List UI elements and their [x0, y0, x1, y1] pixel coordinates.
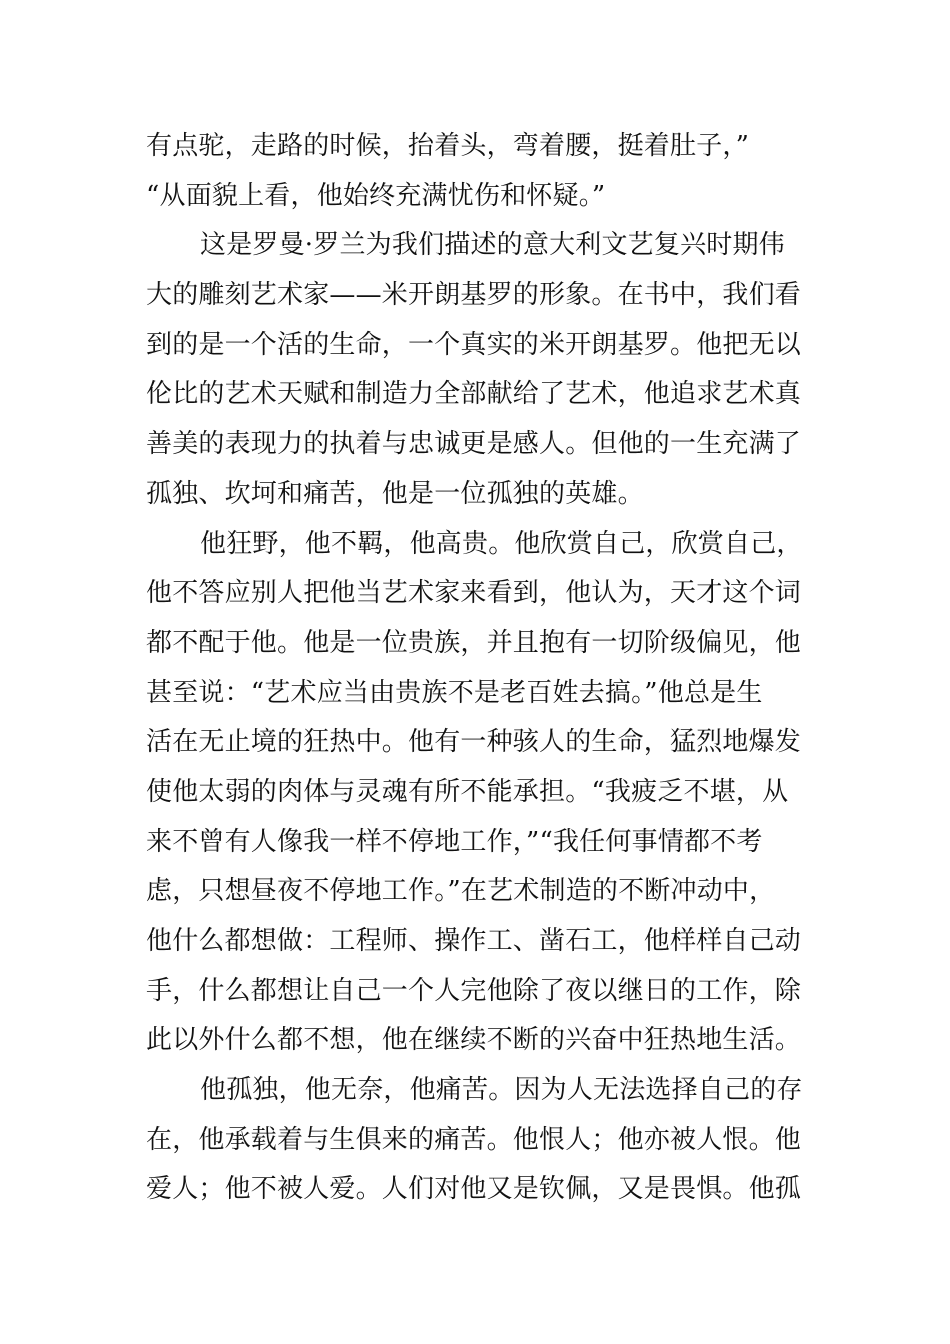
- text-line: 甚至说：“艺术应当由贵族不是老百姓去搞。”他总是生: [146, 677, 763, 708]
- text-line: 到的是一个活的生命，一个真实的米开朗基罗。他把无以: [146, 329, 802, 360]
- text-line: 他什么都想做：工程师、操作工、凿石工，他样样自己动: [146, 926, 802, 956]
- text-line: 手，什么都想让自己一个人完他除了夜以继日的工作，除: [146, 975, 802, 1006]
- text-line: 他狂野，他不羁，他高贵。他欣赏自己，欣赏自己，: [200, 528, 803, 559]
- text-line: 他孤独，他无奈，他痛苦。因为人无法选择自己的存: [200, 1075, 803, 1106]
- text-line: 伦比的艺术天赋和制造力全部献给了艺术，他追求艺术真: [146, 379, 802, 410]
- text-line: 有点驼，走路的时候，抬着头，弯着腰，挺着肚子，”: [146, 131, 750, 161]
- text-line: 都不配于他。他是一位贵族，并且抱有一切阶级偏见，他: [146, 627, 802, 658]
- text-line: 使他太弱的肉体与灵魂有所不能承担。“我疲乏不堪，从: [146, 776, 789, 807]
- text-line: “从面貌上看，他始终充满忧伤和怀疑。”: [146, 180, 606, 211]
- text-line: 善美的表现力的执着与忠诚更是感人。但他的一生充满了: [146, 429, 802, 460]
- text-line: 这是罗曼·罗兰为我们描述的意大利文艺复兴时期伟: [200, 230, 785, 261]
- text-line: 他不答应别人把他当艺术家来看到，他认为，天才这个词: [146, 578, 802, 609]
- text-line: 大的雕刻艺术家——米开朗基罗的形象。在书中，我们看: [146, 280, 802, 311]
- text-line: 在，他承载着与生俱来的痛苦。他恨人；他亦被人恨。他: [146, 1124, 802, 1155]
- text-line: 来不曾有人像我一样不停地工作，”“我任何事情都不考: [146, 826, 763, 857]
- body-text: [146, 122, 816, 1215]
- text-line: 爱人；他不被人爱。人们对他又是钦佩，又是畏惧。他孤: [146, 1174, 802, 1205]
- text-line: 虑，只想昼夜不停地工作。”在艺术制造的不断冲动中，: [146, 876, 776, 907]
- text-line: 活在无止境的狂热中。他有一种骇人的生命，猛烈地爆发: [146, 727, 802, 758]
- text-line: 孤独、坎坷和痛苦，他是一位孤独的英雄。: [146, 478, 644, 509]
- text-line: 此以外什么都不想，他在继续不断的兴奋中狂热地生活。: [146, 1025, 802, 1056]
